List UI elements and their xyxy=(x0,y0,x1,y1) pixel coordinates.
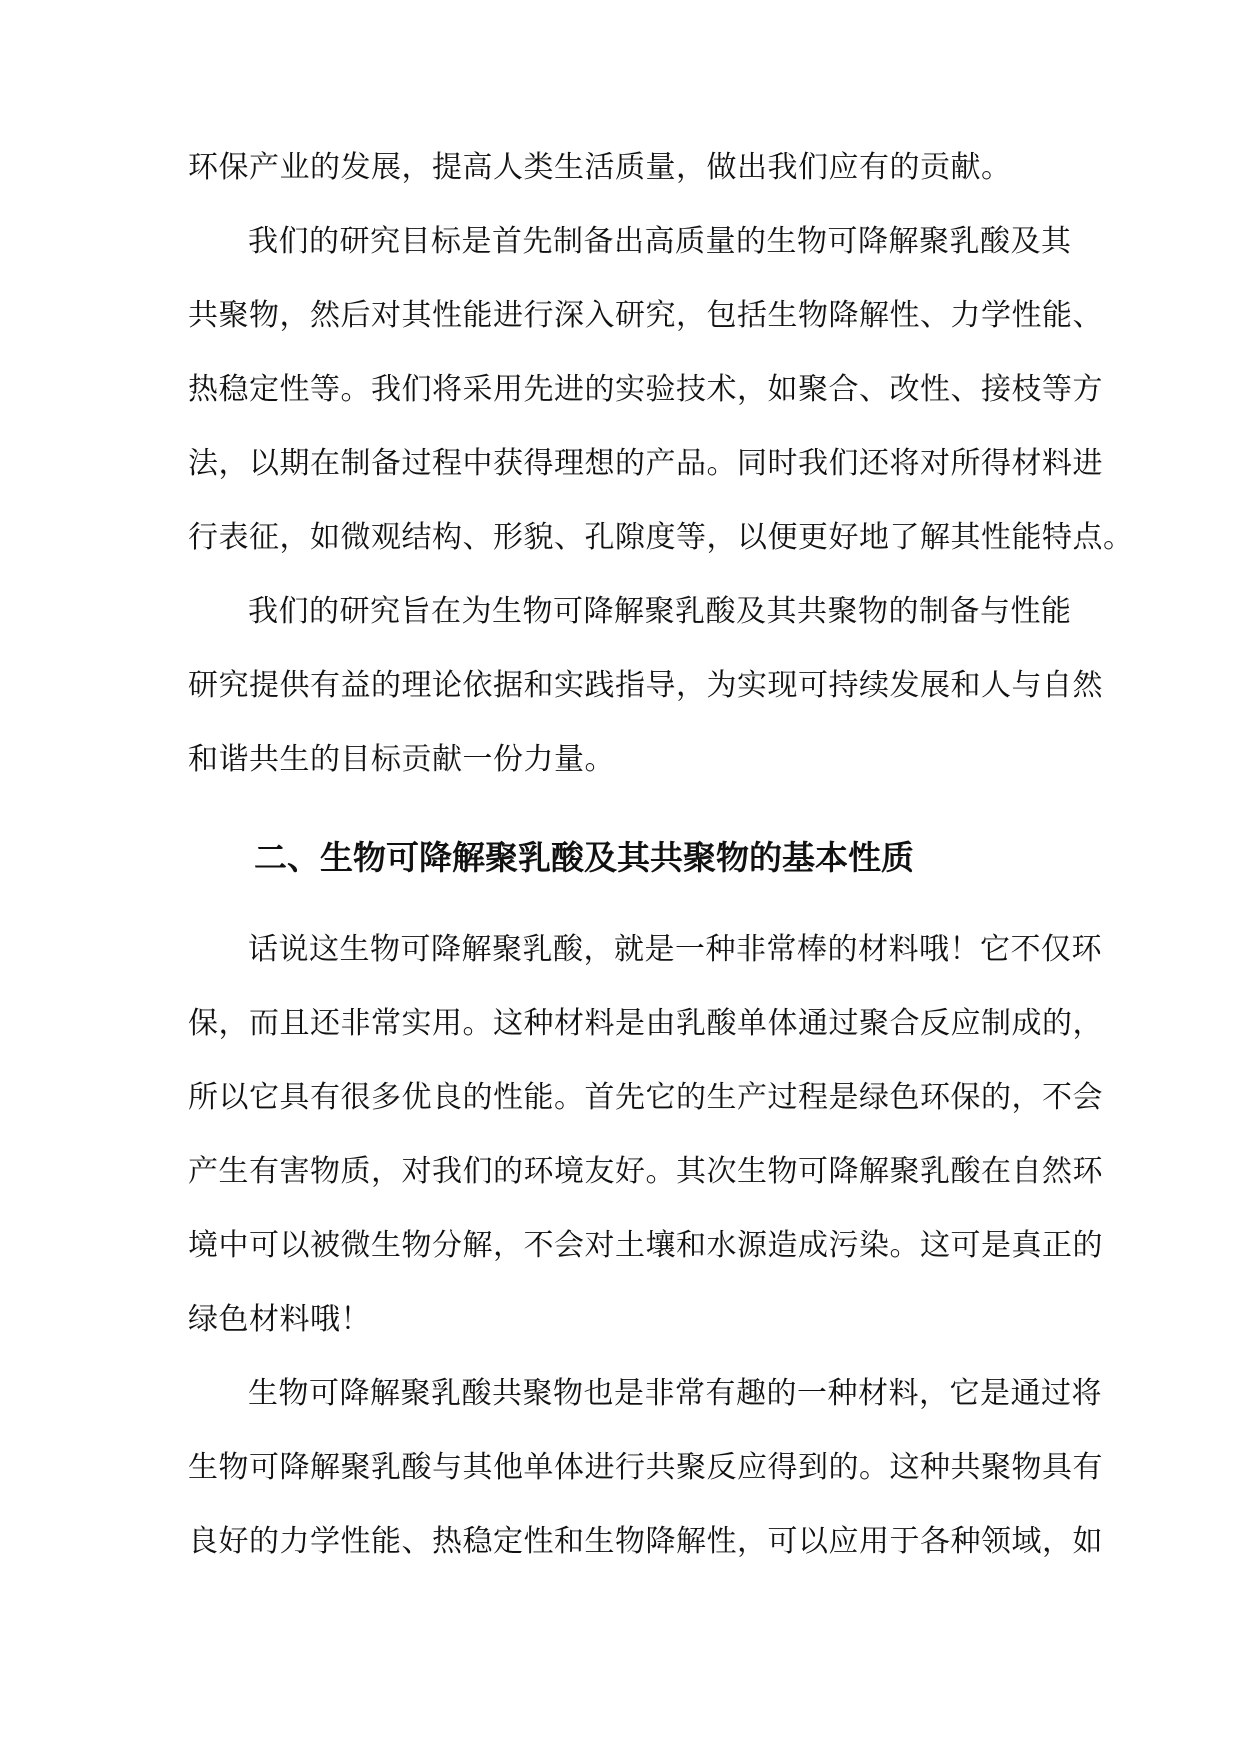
text-line: 和谐共生的目标贡献一份力量。 xyxy=(188,742,615,777)
text-line: 研究提供有益的理论依据和实践指导，为实现可持续发展和人与自然 xyxy=(188,668,1103,703)
paragraph-start-line: 生物可降解聚乳酸共聚物也是非常有趣的一种材料，它是通过将 xyxy=(248,1376,1102,1411)
text-line: 共聚物，然后对其性能进行深入研究，包括生物降解性、力学性能、 xyxy=(188,298,1103,333)
text-line: 环保产业的发展，提高人类生活质量，做出我们应有的贡献。 xyxy=(188,150,1012,185)
text-line: 产生有害物质，对我们的环境友好。其次生物可降解聚乳酸在自然环 xyxy=(188,1154,1103,1189)
text-line: 绿色材料哦！ xyxy=(188,1302,371,1337)
text-line: 所以它具有很多优良的性能。首先它的生产过程是绿色环保的，不会 xyxy=(188,1080,1103,1115)
text-line: 良好的力学性能、热稳定性和生物降解性，可以应用于各种领域，如 xyxy=(188,1524,1103,1559)
text-line: 行表征，如微观结构、形貌、孔隙度等，以便更好地了解其性能特点。 xyxy=(188,520,1134,555)
text-line: 生物可降解聚乳酸与其他单体进行共聚反应得到的。这种共聚物具有 xyxy=(188,1450,1103,1485)
paragraph-start-line: 话说这生物可降解聚乳酸，就是一种非常棒的材料哦！它不仅环 xyxy=(248,932,1102,967)
text-line: 保，而且还非常实用。这种材料是由乳酸单体通过聚合反应制成的， xyxy=(188,1006,1103,1041)
paragraph-start-line: 我们的研究旨在为生物可降解聚乳酸及其共聚物的制备与性能 xyxy=(248,594,1072,629)
text-line: 热稳定性等。我们将采用先进的实验技术，如聚合、改性、接枝等方 xyxy=(188,372,1103,407)
paragraph-start-line: 我们的研究目标是首先制备出高质量的生物可降解聚乳酸及其 xyxy=(248,224,1072,259)
text-line: 境中可以被微生物分解，不会对土壤和水源造成污染。这可是真正的 xyxy=(188,1228,1103,1263)
text-line: 法，以期在制备过程中获得理想的产品。同时我们还将对所得材料进 xyxy=(188,446,1103,481)
section-heading: 二、生物可降解聚乳酸及其共聚物的基本性质 xyxy=(254,838,914,877)
